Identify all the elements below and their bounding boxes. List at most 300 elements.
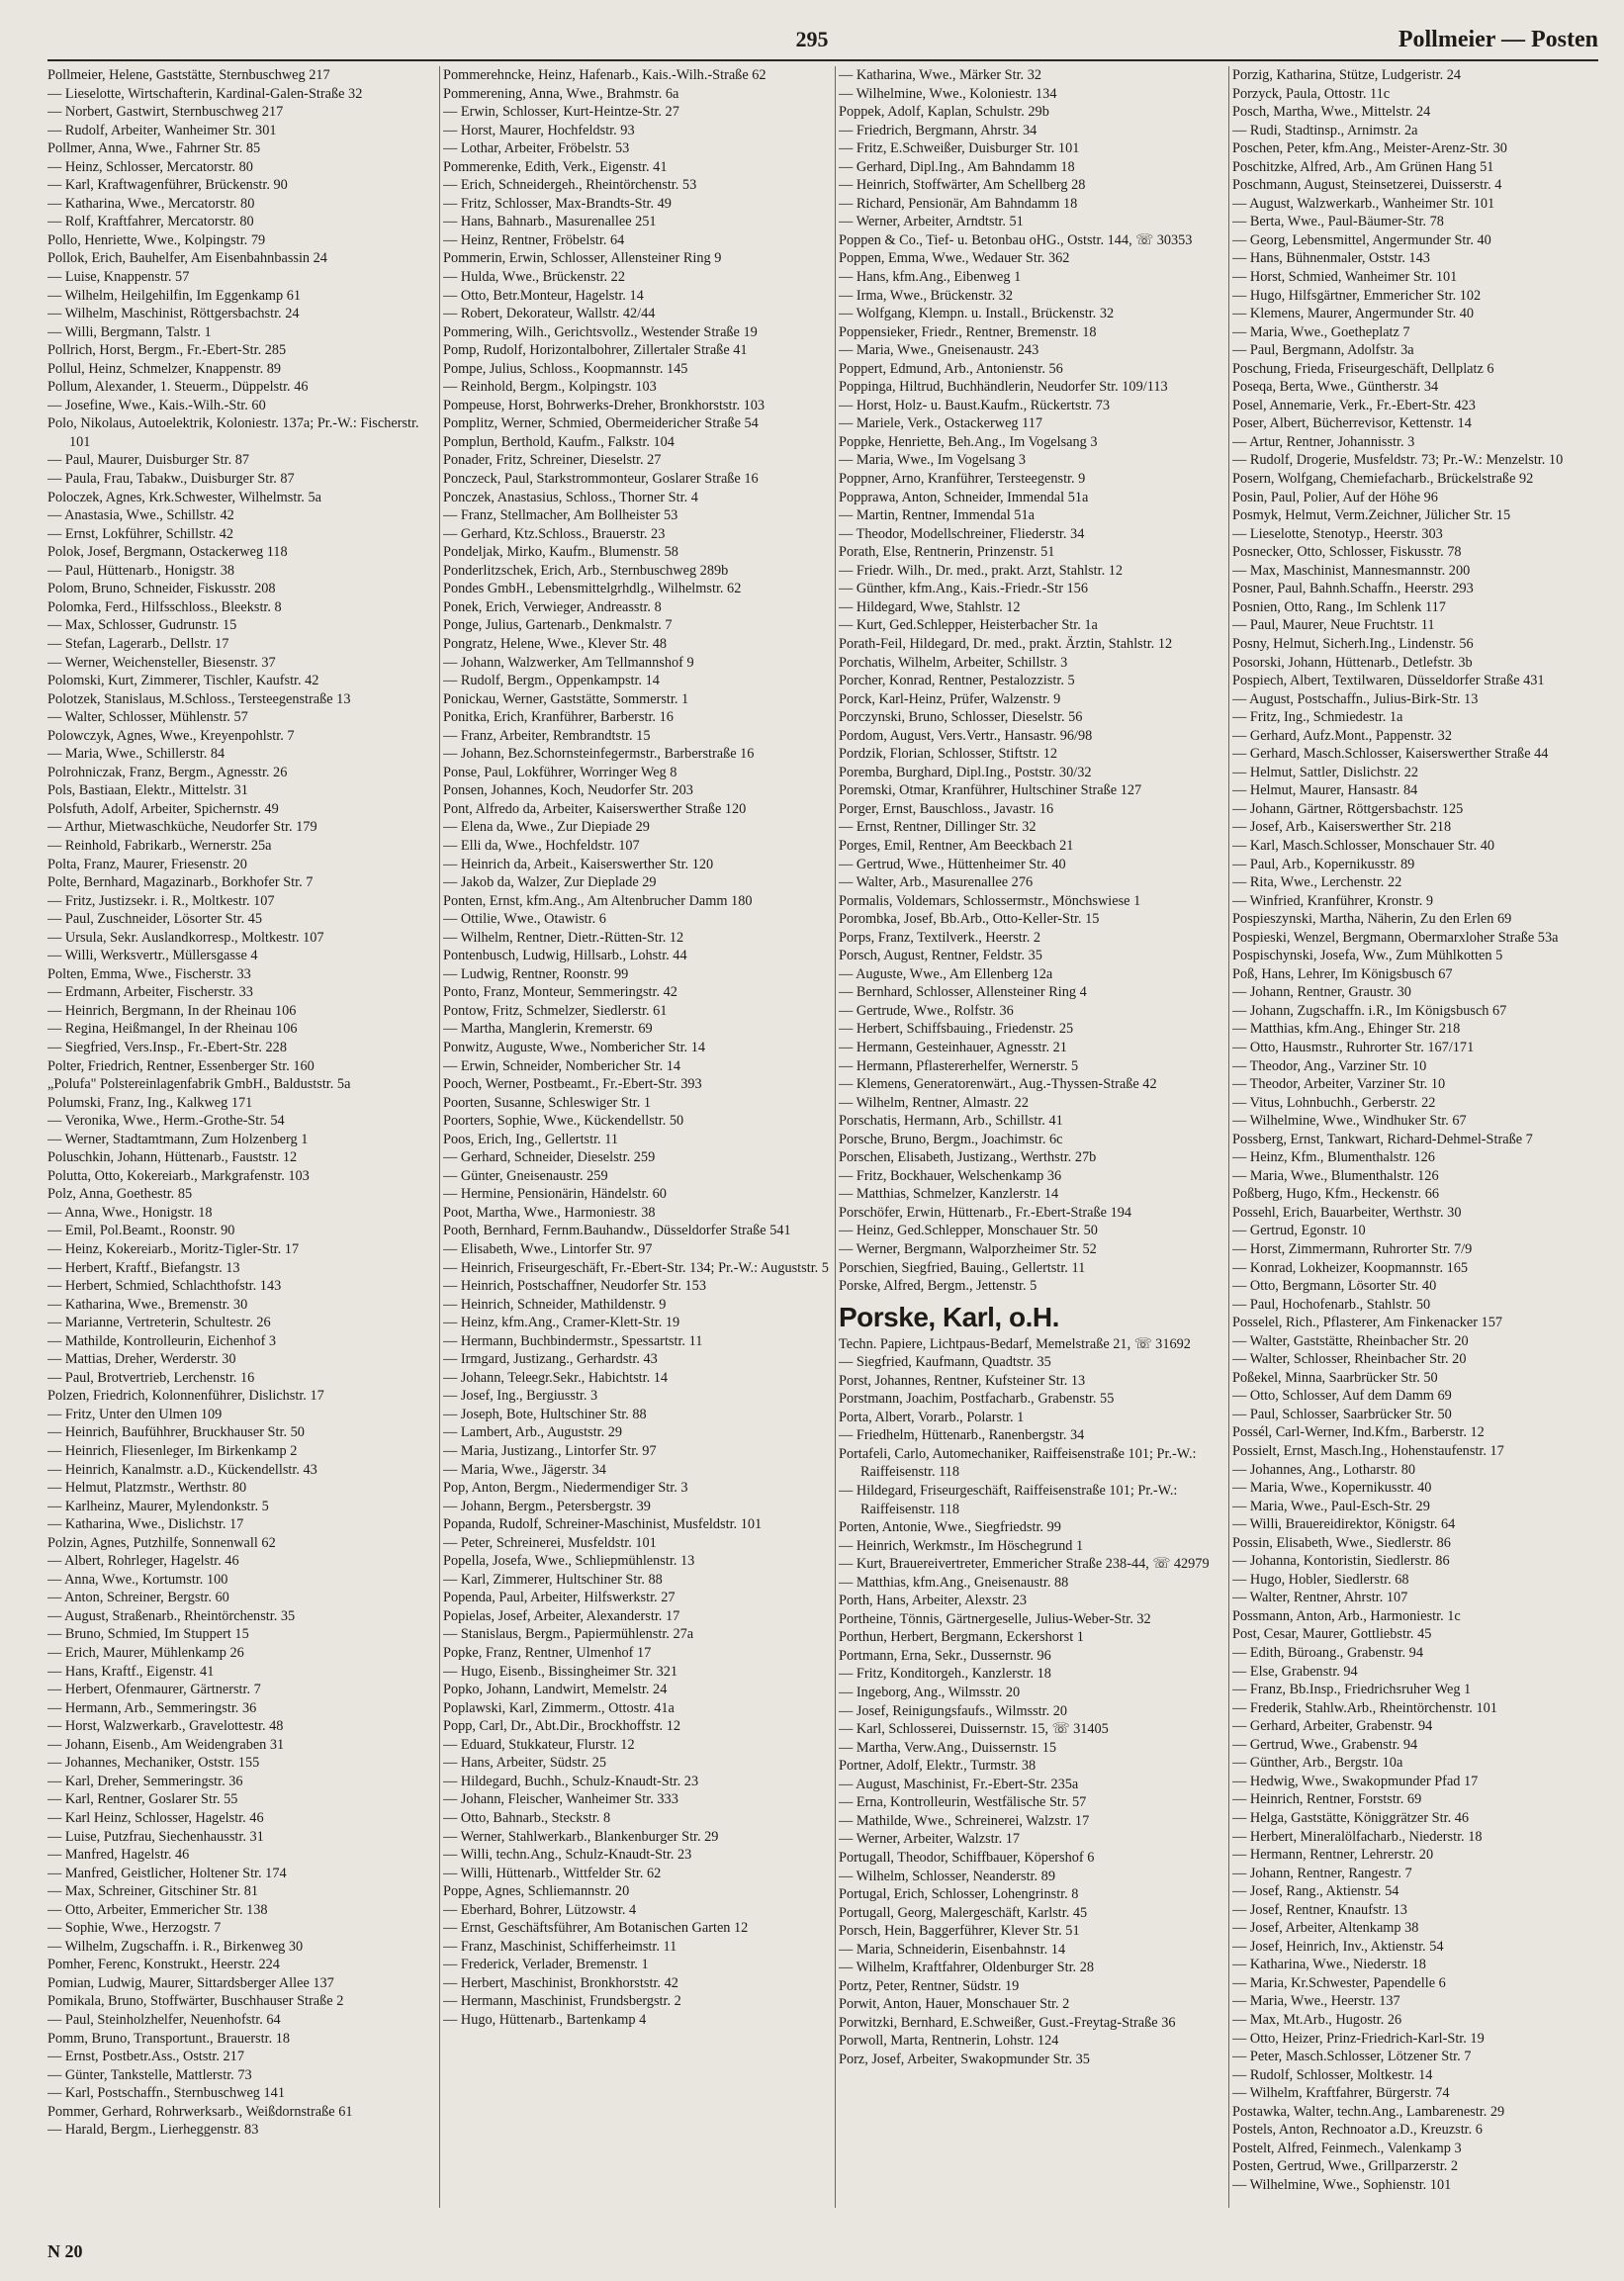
directory-entry: Porschien, Siegfried, Bauing., Gellertstr. 11 [839, 1259, 1086, 1276]
directory-entry: Postelt, Alfred, Feinmech., Valenkamp 3 [1232, 2140, 1462, 2156]
directory-entry: — Maria, Wwe., Im Vogelsang 3 [839, 452, 1027, 469]
directory-entry: — Kurt, Ged.Schlepper, Heisterbacher Str. 1a [839, 617, 1098, 634]
directory-entry: Posnecker, Otto, Schlosser, Fiskusstr. 78 [1232, 544, 1462, 561]
directory-entry: — Heinrich, Baufühhrer, Bruckhauser Str. 50 [47, 1424, 305, 1441]
directory-entry: Possberg, Ernst, Tankwart, Richard-Dehmel-Straße 7 [1232, 1131, 1533, 1147]
directory-entry: Poorters, Sophie, Wwe., Kückendellstr. 50 [443, 1113, 684, 1130]
directory-entry: — Werner, Stahlwerkarb., Blankenburger Str. 29 [443, 1828, 719, 1845]
page-number: 295 [795, 27, 829, 51]
directory-entry: — Helmut, Sattler, Dislichstr. 22 [1232, 764, 1419, 780]
directory-entry: — Otto, Hausmstr., Ruhrorter Str. 167/171 [1232, 1039, 1475, 1055]
directory-entry: — Karl Heinz, Schlosser, Hagelstr. 46 [47, 1809, 264, 1826]
directory-entry: Posin, Paul, Polier, Auf der Höhe 96 [1232, 489, 1438, 505]
directory-entry: Pooth, Bernhard, Fernm.Bauhandw., Düsseldorfer Straße 541 [443, 1223, 791, 1239]
directory-entry: — Eberhard, Bohrer, Lützowstr. 4 [443, 1901, 637, 1918]
directory-entry: Porschöfer, Erwin, Hüttenarb., Fr.-Ebert-Straße 194 [839, 1204, 1132, 1221]
directory-entry: — Walter, Rentner, Ahrstr. 107 [1232, 1590, 1408, 1606]
directory-entry: — Richard, Pensionär, Am Bahndamm 18 [839, 195, 1078, 212]
directory-entry: Portner, Adolf, Elektr., Turmstr. 38 [839, 1758, 1037, 1775]
directory-entry: — Wilhelmine, Wwe., Koloniestr. 134 [839, 85, 1057, 102]
directory-entry: Techn. Papiere, Lichtpaus-Bedarf, Memelstraße 21, ☏ 31692 [839, 1335, 1191, 1352]
directory-entry: — Hans, Bühnenmaler, Oststr. 143 [1232, 250, 1430, 267]
header-rule [47, 59, 1598, 61]
directory-entry: Postels, Anton, Rechnoator a.D., Kreuzstr. 6 [1232, 2122, 1483, 2139]
directory-entry: — Hugo, Eisenb., Bissingheimer Str. 321 [443, 1663, 678, 1680]
column-2 [443, 66, 831, 2213]
directory-entry: Portugal, Erich, Schlosser, Lohengrinstr. 8 [839, 1886, 1079, 1903]
directory-entry: Ponwitz, Auguste, Wwe., Nombericher Str. 14 [443, 1039, 705, 1055]
directory-entry: — Paul, Hüttenarb., Honigstr. 38 [47, 562, 235, 579]
directory-entry: — Ottilie, Wwe., Otawistr. 6 [443, 911, 606, 928]
directory-entry: — Elisabeth, Wwe., Lintorfer Str. 97 [443, 1241, 653, 1257]
directory-entry: — Maria, Wwe., Gneisenaustr. 243 [839, 342, 1039, 359]
directory-entry: Poppen & Co., Tief- u. Betonbau oHG., Oststr. 144, ☏ 30353 [839, 231, 1193, 248]
directory-entry: — Heinrich, Schneider, Mathildenstr. 9 [443, 1296, 667, 1313]
directory-entry: Pondeljak, Mirko, Kaufm., Blumenstr. 58 [443, 544, 678, 561]
directory-entry: — Otto, Bergmann, Lösorter Str. 40 [1232, 1278, 1437, 1295]
directory-entry: — Arthur, Mietwaschküche, Neudorfer Str. 179 [47, 819, 317, 836]
directory-entry: — Wilhelmine, Wwe., Sophienstr. 101 [1232, 2176, 1452, 2193]
directory-entry: Porzig, Katharina, Stütze, Ludgeristr. 24 [1232, 67, 1462, 83]
directory-entry: — Klemens, Generatorenwärt., Aug.-Thyssen-Straße 42 [839, 1076, 1157, 1093]
directory-entry: Popella, Josefa, Wwe., Schliepmühlenstr. 13 [443, 1553, 695, 1570]
directory-entry: — Sophie, Wwe., Herzogstr. 7 [47, 1920, 222, 1937]
column-3 [839, 66, 1224, 2213]
directory-entry: — Horst, Maurer, Hochfeldstr. 93 [443, 122, 635, 138]
directory-entry: — Mattias, Dreher, Werderstr. 30 [47, 1351, 236, 1368]
directory-entry: — Gertrud, Wwe., Hüttenheimer Str. 40 [839, 856, 1066, 872]
directory-entry: — Paul, Brotvertrieb, Lerchenstr. 16 [47, 1369, 255, 1386]
directory-entry: — Anastasia, Wwe., Schillstr. 42 [47, 507, 234, 524]
directory-entry: Posten, Gertrud, Wwe., Grillparzerstr. 2 [1232, 2158, 1459, 2175]
directory-entry: — Johann, Gärtner, Röttgersbachstr. 125 [1232, 800, 1464, 817]
directory-entry: Ponczeck, Paul, Starkstrommonteur, Goslarer Straße 16 [443, 471, 759, 488]
directory-entry: — Werner, Arbeiter, Walzstr. 17 [839, 1831, 1021, 1848]
directory-entry: Porta, Albert, Vorarb., Polarstr. 1 [839, 1409, 1025, 1425]
directory-entry: — Reinhold, Bergm., Kolpingstr. 103 [443, 379, 657, 396]
directory-entry: — Heinz, Schlosser, Mercatorstr. 80 [47, 158, 253, 175]
directory-entry: — Horst, Schmied, Wanheimer Str. 101 [1232, 269, 1458, 286]
directory-entry: — Paul, Zuschneider, Lösorter Str. 45 [47, 911, 263, 928]
directory-entry: Pollum, Alexander, 1. Steuerm., Düppelstr. 46 [47, 379, 309, 396]
directory-entry: Poßekel, Minna, Saarbrücker Str. 50 [1232, 1369, 1438, 1386]
directory-entry: — Fritz, Justizsekr. i. R., Moltkestr. 107 [47, 892, 275, 909]
directory-entry: — Wilhelm, Heilgehilfin, Im Eggenkamp 61 [47, 287, 302, 304]
directory-entry: — Fritz, Ing., Schmiedestr. 1a [1232, 709, 1403, 726]
directory-entry: Pommerehncke, Heinz, Hafenarb., Kais.-Wilh.-Straße 62 [443, 67, 767, 83]
directory-entry: Possin, Elisabeth, Wwe., Siedlerstr. 86 [1232, 1534, 1451, 1551]
directory-entry: Postawka, Walter, techn.Ang., Lambarenestr. 29 [1232, 2103, 1505, 2120]
directory-entry: — Fritz, E.Schweißer, Duisburger Str. 101 [839, 140, 1080, 157]
directory-entry: Porczynski, Bruno, Schlosser, Dieselstr. 56 [839, 709, 1083, 726]
directory-entry: Pomian, Ludwig, Maurer, Sittardsberger Allee 137 [47, 1974, 334, 1991]
directory-entry: — Berta, Wwe., Paul-Bäumer-Str. 78 [1232, 214, 1444, 230]
page-header [0, 0, 1624, 57]
directory-entry: Pospieski, Wenzel, Bergmann, Obermarxloher Straße 53a [1232, 929, 1559, 946]
directory-entry: — Vitus, Lohnbuchh., Gerberstr. 22 [1232, 1094, 1436, 1111]
directory-entry: — Josefine, Wwe., Kais.-Wilh.-Str. 60 [47, 397, 266, 413]
directory-entry: Polom, Bruno, Schneider, Fiskusstr. 208 [47, 581, 276, 597]
directory-entry: Polo, Nikolaus, Autoelektrik, Koloniestr. 137a; Pr.-W.: Fischerstr. 101 [47, 415, 419, 450]
directory-entry: — Paula, Frau, Tabakw., Duisburger Str. 87 [47, 471, 295, 488]
directory-entry: Porske, Alfred, Bergm., Jettenstr. 5 [839, 1278, 1038, 1295]
directory-entry: — Hans, kfm.Ang., Eibenweg 1 [839, 269, 1022, 286]
directory-entry: Porthun, Herbert, Bergmann, Eckershorst 1 [839, 1629, 1084, 1646]
directory-entry: Poot, Martha, Wwe., Harmoniestr. 38 [443, 1204, 656, 1221]
directory-entry: Porger, Ernst, Bauschloss., Javastr. 16 [839, 800, 1054, 817]
directory-entry: Poremba, Burghard, Dipl.Ing., Poststr. 30/32 [839, 764, 1092, 780]
directory-entry: Polrohniczak, Franz, Bergm., Agnesstr. 26 [47, 764, 288, 780]
directory-entry: — Mathilde, Wwe., Schreinerei, Walzstr. 17 [839, 1812, 1090, 1829]
directory-entry: Portafeli, Carlo, Automechaniker, Raiffeisenstraße 101; Pr.-W.: Raiffeisenstr. 118 [839, 1445, 1197, 1481]
display-entry: Porske, Karl, o.H. [839, 1301, 1059, 1332]
directory-entry: — Anna, Wwe., Kortumstr. 100 [47, 1571, 228, 1588]
directory-entry: — Josef, Rang., Aktienstr. 54 [1232, 1883, 1399, 1900]
directory-entry: — Horst, Walzwerkarb., Gravelottestr. 48 [47, 1718, 284, 1735]
directory-entry: Porstmann, Joachim, Postfacharb., Grabenstr. 55 [839, 1391, 1115, 1408]
directory-entry: — Wilhelm, Rentner, Dietr.-Rütten-Str. 12 [443, 929, 684, 946]
directory-entry: — Erich, Schneidergeh., Rheintörchenstr. 53 [443, 177, 697, 194]
directory-entry: — Theodor, Arbeiter, Varziner Str. 10 [1232, 1076, 1446, 1093]
directory-entry: — Martha, Manglerin, Kremerstr. 69 [443, 1021, 653, 1038]
directory-entry: Porz, Josef, Arbeiter, Swakopmunder Str. 35 [839, 2051, 1090, 2067]
directory-entry: — Maria, Wwe., Blumenthalstr. 126 [1232, 1167, 1439, 1184]
directory-entry: — Ursula, Sekr. Auslandkorresp., Moltkestr. 107 [47, 929, 324, 946]
directory-entry: Porges, Emil, Rentner, Am Beeckbach 21 [839, 837, 1074, 854]
directory-entry: Posern, Wolfgang, Chemiefacharb., Brückelstraße 92 [1232, 471, 1534, 488]
directory-entry: — Gertrude, Wwe., Rolfstr. 36 [839, 1002, 1014, 1019]
directory-entry: — Günter, Tankstelle, Mattlerstr. 73 [47, 2066, 252, 2083]
directory-entry: Pollmer, Anna, Wwe., Fahrner Str. 85 [47, 140, 261, 157]
column-4 [1232, 66, 1598, 2213]
directory-entry: Pommerening, Anna, Wwe., Brahmstr. 6a [443, 85, 679, 102]
directory-entry: Poppert, Edmund, Arb., Antonienstr. 56 [839, 360, 1063, 377]
directory-entry: — Martha, Verw.Ang., Duissernstr. 15 [839, 1739, 1056, 1756]
directory-entry: Porschen, Elisabeth, Justizang., Werthstr. 27b [839, 1149, 1097, 1166]
directory-entry: Porwoll, Marta, Rentnerin, Lohstr. 124 [839, 2033, 1059, 2050]
directory-entry: — Franz, Bb.Insp., Friedrichsruher Weg 1 [1232, 1682, 1472, 1698]
directory-entry: — Gerhard, Masch.Schlosser, Kaiserswerther Straße 44 [1232, 746, 1549, 763]
directory-entry: Pommerenke, Edith, Verk., Eigenstr. 41 [443, 158, 668, 175]
directory-entry: — Wilhelm, Kraftfahrer, Bürgerstr. 74 [1232, 2085, 1450, 2102]
directory-entry: — Katharina, Wwe., Niederstr. 18 [1232, 1957, 1426, 1973]
directory-entry: — Hans, Bahnarb., Masurenallee 251 [443, 214, 657, 230]
directory-entry: — Martin, Rentner, Immendal 51a [839, 507, 1035, 524]
directory-entry: — Werner, Weichensteller, Biesenstr. 37 [47, 654, 276, 671]
directory-entry: — Siegfried, Vers.Insp., Fr.-Ebert-Str. 228 [47, 1039, 287, 1055]
directory-entry: — Wilhelm, Kraftfahrer, Oldenburger Str. 28 [839, 1960, 1094, 1976]
directory-entry: — Johann, Rentner, Rangestr. 7 [1232, 1865, 1412, 1881]
directory-entry: — Erna, Kontrolleurin, Westfälische Str. 57 [839, 1794, 1087, 1811]
directory-entry: — Johann, Bez.Schornsteinfegermstr., Barberstraße 16 [443, 746, 755, 763]
directory-entry: — Hugo, Hilfsgärtner, Emmericher Str. 102 [1232, 287, 1482, 304]
directory-entry: — Hildegard, Buchh., Schulz-Knaudt-Str. 23 [443, 1773, 699, 1789]
directory-entry: — Heinrich, Postschaffner, Neudorfer Str. 153 [443, 1278, 706, 1295]
directory-entry: — Lambert, Arb., Auguststr. 29 [443, 1424, 623, 1441]
directory-entry: Pont, Alfredo da, Arbeiter, Kaiserswerther Straße 120 [443, 800, 747, 817]
directory-entry: — Ludwig, Rentner, Roonstr. 99 [443, 965, 629, 982]
directory-entry: — Elli da, Wwe., Hochfeldstr. 107 [443, 837, 640, 854]
directory-entry: Pommer, Gerhard, Rohrwerksarb., Weißdornstraße 61 [47, 2103, 353, 2120]
directory-entry: — Wilhelm, Rentner, Almastr. 22 [839, 1094, 1029, 1111]
directory-entry: — Wilhelm, Maschinist, Röttgersbachstr. 24 [47, 306, 300, 322]
directory-entry: — Hermann, Arb., Semmeringstr. 36 [47, 1699, 257, 1716]
directory-entry: — Johann, Rentner, Graustr. 30 [1232, 984, 1411, 1001]
directory-entry: — Hermann, Rentner, Lehrerstr. 20 [1232, 1847, 1434, 1864]
directory-entry: — Klemens, Maurer, Angermunder Str. 40 [1232, 306, 1475, 322]
directory-entry: — Maria, Wwe., Goetheplatz 7 [1232, 323, 1410, 340]
directory-entry: Popielas, Josef, Arbeiter, Alexanderstr. 17 [443, 1607, 680, 1624]
directory-entry: — Walter, Schlosser, Mühlenstr. 57 [47, 709, 248, 726]
directory-entry: — Karl, Kraftwagenführer, Brückenstr. 90 [47, 177, 288, 194]
directory-entry: — Joseph, Bote, Hultschiner Str. 88 [443, 1406, 647, 1422]
directory-entry: — Herbert, Maschinist, Bronkhorststr. 42 [443, 1974, 678, 1991]
directory-entry: Pooch, Werner, Postbeamt., Fr.-Ebert-Str. 393 [443, 1076, 702, 1093]
directory-entry: — Ernst, Lokführer, Schillstr. 42 [47, 525, 234, 542]
directory-entry: — Gertrud, Egonstr. 10 [1232, 1223, 1366, 1239]
directory-entry: — Heinz, kfm.Ang., Cramer-Klett-Str. 19 [443, 1315, 680, 1331]
directory-entry: — Herbert, Kraftf., Biefangstr. 13 [47, 1259, 240, 1276]
directory-entry: Polten, Emma, Wwe., Fischerstr. 33 [47, 965, 251, 982]
directory-entry: Ponczek, Anastasius, Schloss., Thorner Str. 4 [443, 489, 698, 505]
directory-entry: Pollul, Heinz, Schmelzer, Knappenstr. 89 [47, 360, 282, 377]
directory-entry: — Gerhard, Schneider, Dieselstr. 259 [443, 1149, 656, 1166]
directory-entry: — Heinz, Kfm., Blumenthalstr. 126 [1232, 1149, 1435, 1166]
directory-entry: Pongratz, Helene, Wwe., Klever Str. 48 [443, 635, 668, 652]
directory-entry: — August, Walzwerkarb., Wanheimer Str. 101 [1232, 195, 1495, 212]
directory-entry: — Paul, Bergmann, Adolfstr. 3a [1232, 342, 1414, 359]
directory-entry: — August, Straßenarb., Rheintörchenstr. 35 [47, 1607, 296, 1624]
directory-entry: — Lothar, Arbeiter, Fröbelstr. 53 [443, 140, 630, 157]
directory-entry: — Robert, Dekorateur, Wallstr. 42/44 [443, 306, 656, 322]
directory-entry: — Max, Schlosser, Gudrunstr. 15 [47, 617, 237, 634]
directory-entry: — Hermine, Pensionärin, Händelstr. 60 [443, 1186, 667, 1203]
directory-entry: — Willi, Werksvertr., Müllersgasse 4 [47, 948, 258, 964]
directory-entry: Polomski, Kurt, Zimmerer, Tischler, Kaufstr. 42 [47, 673, 319, 689]
directory-entry: — Erdmann, Arbeiter, Fischerstr. 33 [47, 984, 253, 1001]
directory-entry: Polter, Friedrich, Rentner, Essenberger Str. 160 [47, 1057, 315, 1074]
directory-entry: — Helga, Gaststätte, Königgrätzer Str. 46 [1232, 1809, 1470, 1826]
directory-entry: Poßberg, Hugo, Kfm., Heckenstr. 66 [1232, 1186, 1440, 1203]
directory-entry: — Matthias, kfm.Ang., Gneisenaustr. 88 [839, 1574, 1069, 1591]
directory-entry: Possmann, Anton, Arb., Harmoniestr. 1c [1232, 1607, 1461, 1624]
directory-entry: — Günter, Gneisenaustr. 259 [443, 1167, 608, 1184]
directory-entry: Pospiech, Albert, Textilwaren, Düsseldorfer Straße 431 [1232, 673, 1545, 689]
directory-entry: — Gerhard, Dipl.Ing., Am Bahndamm 18 [839, 158, 1075, 175]
directory-entry: — Max, Maschinist, Mannesmannstr. 200 [1232, 562, 1471, 579]
directory-entry: — Regina, Heißmangel, In der Rheinau 106 [47, 1021, 298, 1038]
directory-entry: — Georg, Lebensmittel, Angermunder Str. 40 [1232, 231, 1491, 248]
directory-entry: Polsfuth, Adolf, Arbeiter, Spichernstr. 49 [47, 800, 279, 817]
directory-entry: — Heinrich, Bergmann, In der Rheinau 106 [47, 1002, 297, 1019]
directory-entry: — Katharina, Wwe., Märker Str. 32 [839, 67, 1042, 83]
directory-entry: Possielt, Ernst, Masch.Ing., Hohenstaufenstr. 17 [1232, 1443, 1504, 1460]
directory-entry: — Maria, Wwe., Heerstr. 137 [1232, 1993, 1400, 2010]
directory-entry: — Rudolf, Bergm., Oppenkampstr. 14 [443, 673, 660, 689]
directory-entry: — Paul, Steinholzhelfer, Neuenhofstr. 64 [47, 2011, 281, 2028]
directory-entry: Poplawski, Karl, Zimmerm., Ottostr. 41a [443, 1699, 675, 1716]
directory-entry: — Fritz, Schlosser, Max-Brandts-Str. 49 [443, 195, 672, 212]
directory-entry: — Emil, Pol.Beamt., Roonstr. 90 [47, 1223, 235, 1239]
directory-entry: — Theodor, Modellschreiner, Fliederstr. 34 [839, 525, 1085, 542]
directory-entry: — Winfried, Kranführer, Kronstr. 9 [1232, 892, 1434, 909]
directory-entry: — Hildegard, Friseurgeschäft, Raiffeisenstraße 101; Pr.-W.: Raiffeisenstr. 118 [839, 1483, 1178, 1517]
directory-entry: — Herbert, Schiffsbauing., Friedenstr. 25 [839, 1021, 1074, 1038]
directory-entry: — Heinrich, Kanalmstr. a.D., Kückendellstr. 43 [47, 1461, 317, 1478]
directory-entry: — Friedrich, Bergmann, Ahrstr. 34 [839, 122, 1038, 138]
directory-entry: — Otto, Schlosser, Auf dem Damm 69 [1232, 1388, 1452, 1405]
directory-entry: — Maria, Wwe., Kopernikusstr. 40 [1232, 1480, 1432, 1497]
directory-entry: — Max, Schreiner, Gitschiner Str. 81 [47, 1883, 259, 1900]
directory-entry: — Hedwig, Wwe., Swakopmunder Pfad 17 [1232, 1773, 1479, 1789]
directory-entry: — Johann, Fleischer, Wanheimer Str. 333 [443, 1791, 678, 1808]
directory-entry: — Paul, Schlosser, Saarbrücker Str. 50 [1232, 1406, 1452, 1422]
directory-entry: — Kurt, Brauereivertreter, Emmericher Straße 238-44, ☏ 42979 [839, 1556, 1210, 1573]
directory-entry: — Luise, Putzfrau, Siechenhausstr. 31 [47, 1828, 264, 1845]
directory-entry: — Günther, Arb., Bergstr. 10a [1232, 1755, 1403, 1772]
directory-entry: Poppen, Emma, Wwe., Wedauer Str. 362 [839, 250, 1070, 267]
directory-entry: Poppe, Agnes, Schliemannstr. 20 [443, 1883, 630, 1900]
directory-entry: — Günther, kfm.Ang., Kais.-Friedr.-Str 156 [839, 581, 1088, 597]
directory-entry: — Anton, Schreiner, Bergstr. 60 [47, 1590, 229, 1606]
directory-entry: Portmann, Erna, Sekr., Dussernstr. 96 [839, 1647, 1051, 1664]
directory-entry: Pols, Bastiaan, Elektr., Mittelstr. 31 [47, 782, 248, 799]
directory-entry: — Horst, Zimmermann, Ruhrorter Str. 7/9 [1232, 1241, 1473, 1257]
directory-entry: — Katharina, Wwe., Dislichstr. 17 [47, 1516, 244, 1533]
directory-columns [47, 66, 1598, 2213]
directory-entry: — Peter, Masch.Schlosser, Lötzener Str. 7 [1232, 2049, 1472, 2065]
directory-entry: Portugall, Theodor, Schiffbauer, Köpershof 6 [839, 1849, 1095, 1866]
directory-entry: — Erwin, Schneider, Nombericher Str. 14 [443, 1057, 681, 1074]
directory-entry: Poppensieker, Friedr., Rentner, Bremenstr. 18 [839, 323, 1097, 340]
directory-entry: Polutta, Otto, Kokereiarb., Markgrafenstr. 103 [47, 1167, 310, 1184]
directory-entry: — Horst, Holz- u. Baust.Kaufm., Rückertstr. 73 [839, 397, 1110, 413]
directory-entry: — Heinz, Ged.Schlepper, Monschauer Str. 50 [839, 1223, 1098, 1239]
directory-entry: — Heinrich da, Arbeit., Kaiserswerther Str. 120 [443, 856, 714, 872]
directory-entry: — Hermann, Buchbindermstr., Spessartstr. 11 [443, 1332, 703, 1349]
directory-entry: — Frederick, Verlader, Bremenstr. 1 [443, 1957, 649, 1973]
directory-entry: — Heinz, Kokereiarb., Moritz-Tigler-Str. 17 [47, 1241, 300, 1257]
directory-entry: — Josef, Arb., Kaiserswerther Str. 218 [1232, 819, 1452, 836]
directory-entry: — Heinrich, Stoffwärter, Am Schellberg 28 [839, 177, 1086, 194]
directory-entry: — Irma, Wwe., Brückenstr. 32 [839, 287, 1014, 304]
directory-entry: Pospischynski, Josefa, Ww., Zum Mühlkotten 5 [1232, 948, 1503, 964]
directory-entry: Ponitka, Erich, Kranführer, Barberstr. 16 [443, 709, 674, 726]
running-head: Pollmeier — Posten [1398, 27, 1598, 52]
directory-entry: Ponek, Erich, Verwieger, Andreasstr. 8 [443, 598, 662, 615]
directory-entry: — Mathilde, Kontrolleurin, Eichenhof 3 [47, 1332, 277, 1349]
directory-entry: Posselel, Rich., Pflasterer, Am Finkenacker 157 [1232, 1315, 1503, 1331]
directory-entry: — Hans, Kraftf., Eigenstr. 41 [47, 1663, 215, 1680]
directory-entry: Polowczyk, Agnes, Wwe., Kreyenpohlstr. 7 [47, 727, 295, 744]
directory-entry: Popp, Carl, Dr., Abt.Dir., Brockhoffstr. 12 [443, 1718, 681, 1735]
directory-entry: — Walter, Schlosser, Rheinbacher Str. 20 [1232, 1351, 1467, 1368]
directory-entry: Pompeuse, Horst, Bohrwerks-Dreher, Bronkhorststr. 103 [443, 397, 766, 413]
directory-entry: Ponader, Fritz, Schreiner, Dieselstr. 27 [443, 452, 662, 469]
directory-entry: — Stanislaus, Bergm., Papiermühlenstr. 27a [443, 1626, 694, 1643]
directory-entry: — Wilhelm, Zugschaffn. i. R., Birkenweg 30 [47, 1938, 304, 1955]
directory-entry: Poppner, Arno, Kranführer, Tersteegenstr. 9 [839, 471, 1086, 488]
directory-entry: — Karl, Masch.Schlosser, Monschauer Str. 40 [1232, 837, 1495, 854]
directory-entry: — Willi, techn.Ang., Schulz-Knaudt-Str. 23 [443, 1847, 692, 1864]
directory-entry: — Rudi, Stadtinsp., Arnimstr. 2a [1232, 122, 1418, 138]
directory-entry: — Wilhelm, Schlosser, Neanderstr. 89 [839, 1868, 1055, 1884]
column-divider [1228, 66, 1229, 2208]
directory-entry: — Johannes, Mechaniker, Oststr. 155 [47, 1755, 260, 1772]
directory-entry: Posner, Paul, Bahnh.Schaffn., Heerstr. 293 [1232, 581, 1474, 597]
directory-entry: Porschatis, Hermann, Arb., Schillstr. 41 [839, 1113, 1063, 1130]
directory-entry: Posmyk, Helmut, Verm.Zeichner, Jülicher Str. 15 [1232, 507, 1511, 524]
directory-entry: Pordom, August, Vers.Vertr., Hansastr. 96/98 [839, 727, 1093, 744]
directory-entry: — Norbert, Gastwirt, Sternbuschweg 217 [47, 104, 284, 121]
directory-entry: Pomm, Bruno, Transportunt., Brauerstr. 18 [47, 2030, 291, 2047]
directory-entry: — Maria, Wwe., Jägerstr. 34 [443, 1461, 606, 1478]
directory-entry: — Josef, Reinigungsfaufs., Wilmsstr. 20 [839, 1702, 1068, 1719]
directory-entry: — Ingeborg, Ang., Wilmsstr. 20 [839, 1685, 1021, 1701]
directory-entry: — Anna, Wwe., Honigstr. 18 [47, 1204, 213, 1221]
directory-entry: — Elena da, Wwe., Zur Diepiade 29 [443, 819, 650, 836]
directory-entry: Popke, Franz, Rentner, Ulmenhof 17 [443, 1645, 652, 1662]
directory-entry: — Bruno, Schmied, Im Stuppert 15 [47, 1626, 249, 1643]
directory-entry: — Herbert, Schmied, Schlachthofstr. 143 [47, 1278, 282, 1295]
directory-entry: — Josef, Ing., Bergiusstr. 3 [443, 1388, 598, 1405]
directory-entry: Pommering, Wilh., Gerichtsvollz., Westender Straße 19 [443, 323, 758, 340]
directory-entry: — Friedr. Wilh., Dr. med., prakt. Arzt, Stahlstr. 12 [839, 562, 1124, 579]
directory-entry: — Karl, Dreher, Semmeringstr. 36 [47, 1773, 243, 1789]
directory-entry: — Maria, Kr.Schwester, Papendelle 6 [1232, 1974, 1446, 1991]
directory-entry: Pospieszynski, Martha, Näherin, Zu den Erlen 69 [1232, 911, 1512, 928]
directory-entry: Poschmann, August, Steinsetzerei, Duisserstr. 4 [1232, 177, 1502, 194]
directory-entry: — Heinrich, Werkmstr., Im Höschegrund 1 [839, 1537, 1084, 1554]
directory-entry: — Johann, Bergm., Petersbergstr. 39 [443, 1498, 651, 1514]
directory-entry: — Gerhard, Aufz.Mont., Pappenstr. 32 [1232, 727, 1452, 744]
directory-entry: Possehl, Erich, Bauarbeiter, Werthstr. 30 [1232, 1204, 1462, 1221]
directory-entry: Possél, Carl-Werner, Ind.Kfm., Barberstr. 12 [1232, 1424, 1485, 1441]
directory-entry: — Hermann, Gesteinhauer, Agnesstr. 21 [839, 1039, 1067, 1055]
directory-entry: — Karlheinz, Maurer, Mylendonkstr. 5 [47, 1498, 269, 1514]
directory-entry: Pormalis, Voldemars, Schlossermstr., Mönchswiese 1 [839, 892, 1141, 909]
directory-entry: — Johanna, Kontoristin, Siedlerstr. 86 [1232, 1553, 1450, 1570]
directory-entry: Poremski, Otmar, Kranführer, Hultschiner Straße 127 [839, 782, 1142, 799]
directory-entry: Porps, Franz, Textilverk., Heerstr. 2 [839, 929, 1041, 946]
column-divider [835, 66, 836, 2208]
directory-entry: Poos, Erich, Ing., Gellertstr. 11 [443, 1131, 618, 1147]
directory-entry: — Franz, Arbeiter, Rembrandtstr. 15 [443, 727, 651, 744]
directory-entry: — Hugo, Hobler, Siedlerstr. 68 [1232, 1571, 1409, 1588]
directory-entry: — Helmut, Maurer, Hansastr. 84 [1232, 782, 1418, 799]
directory-entry: — Johannes, Ang., Lotharstr. 80 [1232, 1461, 1416, 1478]
directory-entry: — Karl, Rentner, Goslarer Str. 55 [47, 1791, 238, 1808]
directory-entry: Poser, Albert, Bücherrevisor, Kettenstr. 14 [1232, 415, 1472, 432]
directory-entry: — August, Postschaffn., Julius-Birk-Str. 13 [1232, 690, 1479, 707]
directory-entry: Ponse, Paul, Lokführer, Worringer Weg 8 [443, 764, 677, 780]
directory-entry: Porcher, Konrad, Rentner, Pestalozzistr. 5 [839, 673, 1075, 689]
directory-entry: — Theodor, Ang., Varziner Str. 10 [1232, 1057, 1427, 1074]
directory-entry: Posel, Annemarie, Verk., Fr.-Ebert-Str. 423 [1232, 397, 1476, 413]
directory-entry: Portheine, Tönnis, Gärtnergeselle, Julius-Weber-Str. 32 [839, 1610, 1151, 1627]
directory-entry: — Hildegard, Wwe, Stahlstr. 12 [839, 598, 1021, 615]
directory-entry: — Rudolf, Arbeiter, Wanheimer Str. 301 [47, 122, 277, 138]
directory-entry: — Josef, Rentner, Knaufstr. 13 [1232, 1901, 1407, 1918]
directory-entry: Pollmeier, Helene, Gaststätte, Sternbuschweg 217 [47, 67, 330, 83]
directory-entry: — Konrad, Lokheizer, Koopmannstr. 165 [1232, 1259, 1469, 1276]
directory-entry: — Friedhelm, Hüttenarb., Ranenbergstr. 34 [839, 1427, 1085, 1444]
directory-entry: Pondes GmbH., Lebensmittelgrhdlg., Wilhelmstr. 62 [443, 581, 742, 597]
directory-entry: Poß, Hans, Lehrer, Im Königsbusch 67 [1232, 965, 1453, 982]
directory-entry: — Werner, Arbeiter, Arndtstr. 51 [839, 214, 1024, 230]
directory-entry: — Auguste, Wwe., Am Ellenberg 12a [839, 965, 1053, 982]
directory-entry: — Ernst, Postbetr.Ass., Oststr. 217 [47, 2049, 244, 2065]
